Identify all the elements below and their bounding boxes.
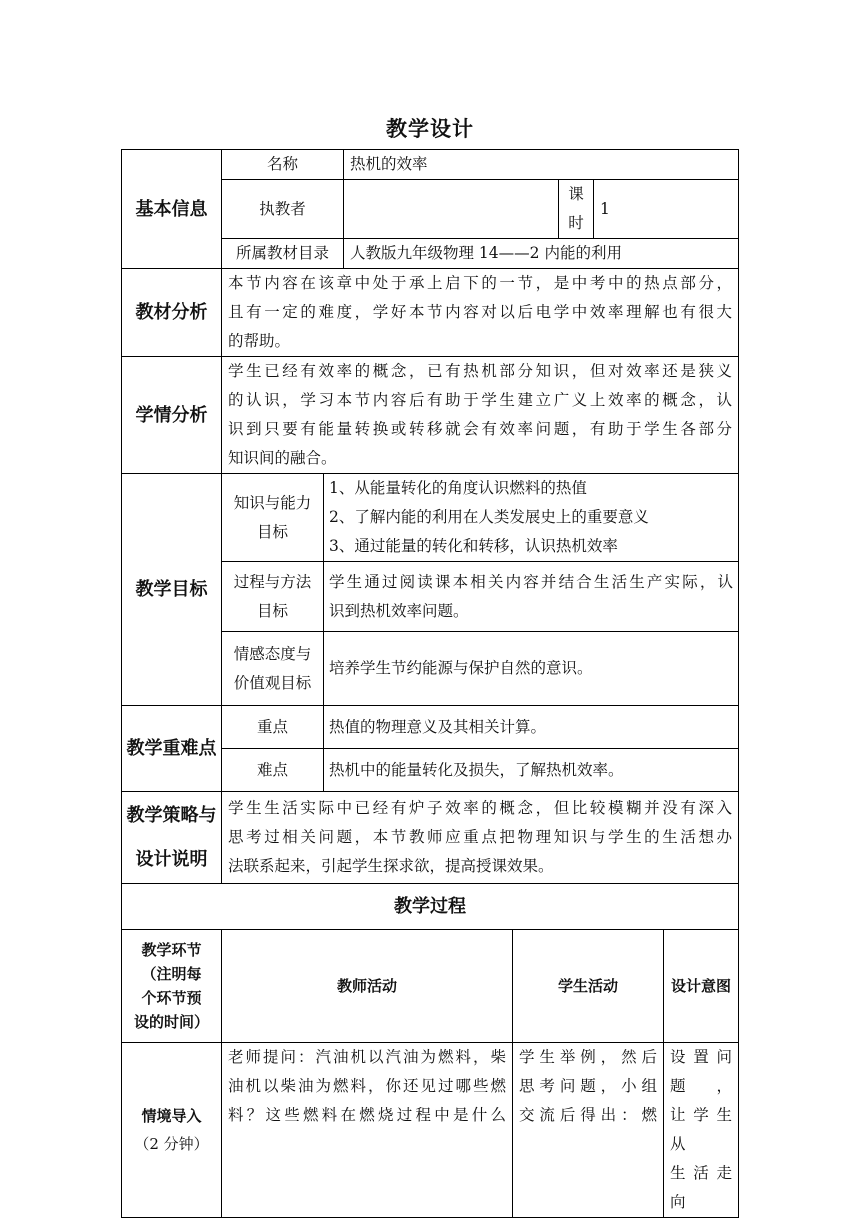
key-point-label: 重点 bbox=[222, 706, 324, 749]
teaching-process-header: 教学过程 bbox=[122, 884, 739, 930]
knowledge-goal-item: 2、了解内能的利用在人类发展史上的重要意义 bbox=[329, 508, 649, 526]
emotion-goal-label-line: 价值观目标 bbox=[233, 673, 312, 692]
emotion-goal-label-line: 情感态度与 bbox=[233, 644, 312, 663]
intro-student-line: 学生举例，然后 bbox=[519, 1048, 657, 1066]
knowledge-goal-item: 3、通过能量的转化和转移，认识热机效率 bbox=[329, 537, 618, 555]
knowledge-goal-item: 1、从能量转化的角度认识燃料的热值 bbox=[329, 479, 587, 497]
process-goal-label-line: 过程与方法 bbox=[233, 572, 312, 591]
knowledge-goal-label-line: 知识与能力 bbox=[233, 493, 312, 512]
intro-teacher-activity bbox=[222, 1043, 513, 1218]
students-line: 识到只要有能量转换或转移就会有效率问题，有助于学生各部分 bbox=[228, 420, 733, 438]
student-activity-header: 学生活动 bbox=[513, 930, 664, 1043]
student-analysis-header: 学情分析 bbox=[122, 357, 222, 474]
strategy-header bbox=[122, 792, 222, 884]
stage-column-header-line: 设的时间） bbox=[133, 1013, 209, 1031]
process-goal-text bbox=[324, 562, 739, 632]
stage-intro bbox=[122, 1043, 222, 1218]
stage-intro-title: 情境导入 bbox=[141, 1107, 202, 1125]
teaching-goals-header: 教学目标 bbox=[122, 474, 222, 706]
stage-column-header-line: （注明每 bbox=[141, 965, 202, 983]
students-line: 知识间的融合。 bbox=[228, 449, 337, 467]
knowledge-goal-label-line: 目标 bbox=[256, 522, 288, 541]
knowledge-goal-items bbox=[324, 474, 739, 562]
difficulty-label: 难点 bbox=[222, 749, 324, 792]
students-line: 的认识，学习本节内容后有助于学生建立广义上效率的概念，认 bbox=[228, 391, 733, 409]
lesson-plan-table bbox=[121, 149, 739, 1218]
process-goal-label bbox=[222, 562, 324, 632]
stage-column-header bbox=[122, 930, 222, 1043]
material-line: 且有一定的难度，学好本节内容对以后电学中效率理解也有很大 bbox=[228, 303, 733, 321]
student-analysis-text bbox=[222, 357, 739, 474]
catalog-label: 所属教材目录 bbox=[222, 239, 344, 269]
strategy-line: 思考过相关问题，本节教师应重点把物理知识与学生的生活想办 bbox=[228, 828, 733, 846]
intro-student-activity bbox=[513, 1043, 664, 1218]
intro-student-line: 思考问题，小组 bbox=[519, 1077, 657, 1095]
stage-column-header-line: 个环节预 bbox=[141, 989, 202, 1007]
emotion-goal-label bbox=[222, 632, 324, 706]
name-value: 热机的效率 bbox=[344, 150, 739, 180]
process-goal-line: 学生通过阅读课本相关内容并结合生活生产实际，认 bbox=[329, 572, 734, 591]
period-value: 1 bbox=[594, 180, 739, 239]
design-intent-header: 设计意图 bbox=[664, 930, 739, 1043]
stage-column-header-line: 教学环节 bbox=[141, 941, 202, 959]
catalog-value: 人教版九年级物理 14——2 内能的利用 bbox=[344, 239, 739, 269]
key-points-header: 教学重难点 bbox=[122, 706, 222, 792]
process-goal-line: 识到热机效率问题。 bbox=[329, 601, 469, 620]
period-label: 课时 bbox=[559, 180, 594, 239]
difficulty-text: 热机中的能量转化及损失，了解热机效率。 bbox=[324, 749, 739, 792]
intro-design-intent bbox=[664, 1043, 739, 1218]
intro-intent-line: 设置问题， bbox=[670, 1048, 733, 1095]
knowledge-goal-label bbox=[222, 474, 324, 562]
process-goal-label-line: 目标 bbox=[256, 601, 288, 620]
students-line: 学生已经有效率的概念，已有热机部分知识，但对效率还是狭义 bbox=[228, 362, 733, 380]
material-line: 本节内容在该章中处于承上启下的一节，是中考中的热点部分， bbox=[228, 274, 733, 292]
material-analysis-header: 教材分析 bbox=[122, 269, 222, 357]
intro-intent-line: 让 学 生 从 bbox=[670, 1106, 733, 1153]
intro-teacher-line: 老师提问：汽油机以汽油为燃料，柴 bbox=[228, 1048, 506, 1066]
stage-intro-time: （2 分钟） bbox=[134, 1135, 209, 1153]
strategy-text bbox=[222, 792, 739, 884]
basic-info-header: 基本信息 bbox=[122, 150, 222, 269]
teacher-value bbox=[344, 180, 559, 239]
key-point-text: 热值的物理意义及其相关计算。 bbox=[324, 706, 739, 749]
intro-student-line: 交流后得出：燃 bbox=[519, 1106, 657, 1124]
material-line: 的帮助。 bbox=[228, 332, 291, 350]
name-label: 名称 bbox=[222, 150, 344, 180]
strategy-line: 学生生活实际中已经有炉子效率的概念，但比较模糊并没有深入 bbox=[228, 799, 733, 817]
intro-intent-line: 生 活 走 向 bbox=[670, 1164, 733, 1211]
intro-teacher-line: 料？这些燃料在燃烧过程中是什么 bbox=[228, 1106, 506, 1124]
intro-teacher-line: 油机以柴油为燃料，你还见过哪些燃 bbox=[228, 1077, 506, 1095]
strategy-header-line: 教学策略与 bbox=[126, 804, 217, 826]
teacher-label: 执教者 bbox=[222, 180, 344, 239]
page-title: 教学设计 bbox=[386, 117, 474, 141]
teacher-activity-header: 教师活动 bbox=[222, 930, 513, 1043]
strategy-line: 法联系起来，引起学生探求欲，提高授课效果。 bbox=[228, 857, 554, 875]
strategy-header-line: 设计说明 bbox=[135, 848, 208, 870]
emotion-goal-text: 培养学生节约能源与保护自然的意识。 bbox=[324, 632, 739, 706]
material-analysis-text bbox=[222, 269, 739, 357]
